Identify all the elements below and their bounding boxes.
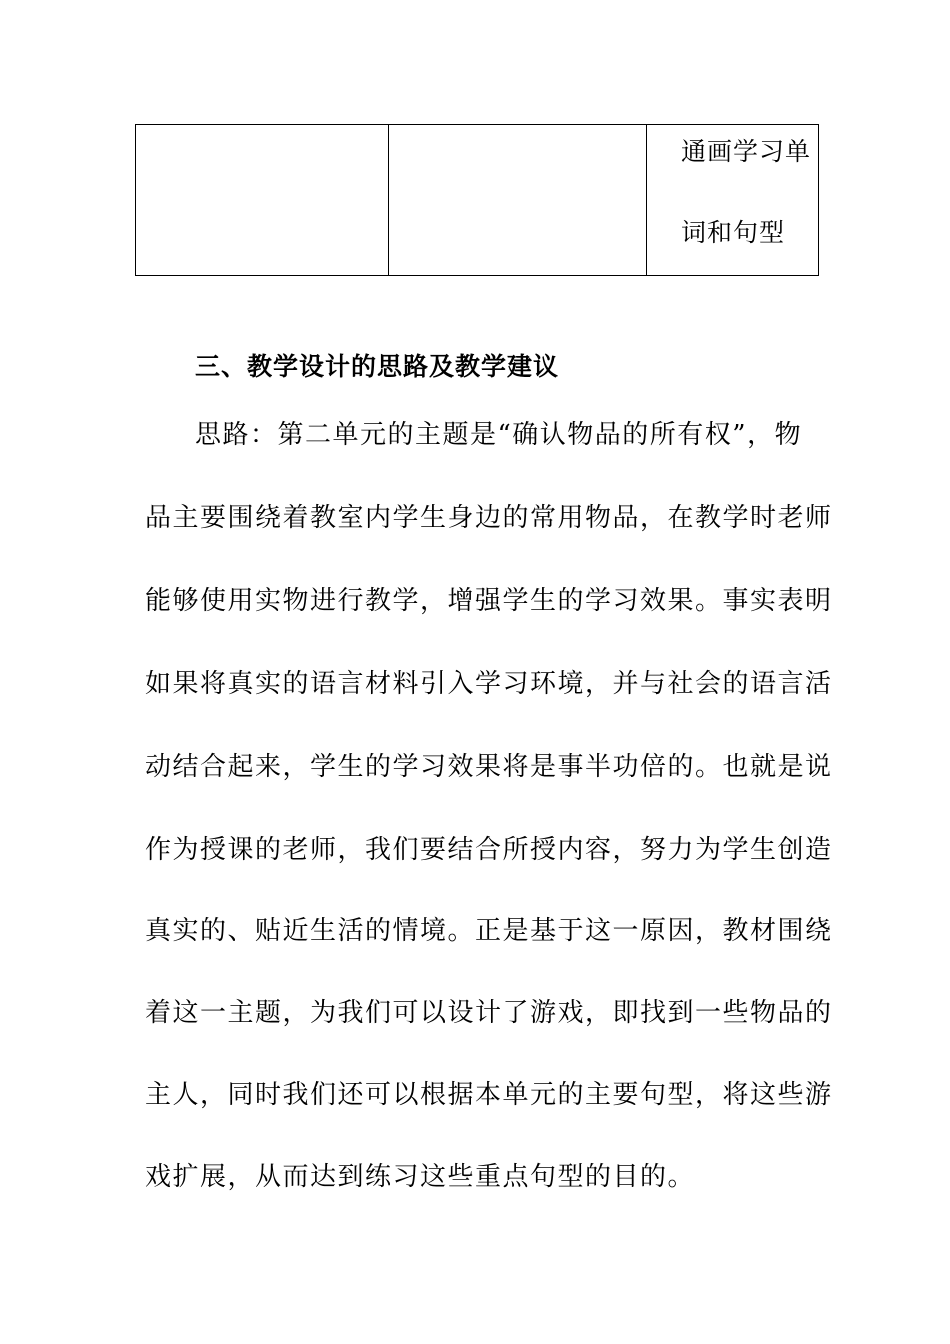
paragraph-line: 作为授课的老师，我们要结合所授内容，努力为学生创造 xyxy=(145,835,833,865)
paragraph-line: 戏扩展，从而达到练习这些重点句型的目的。 xyxy=(145,1162,696,1192)
table-column-divider xyxy=(646,125,647,275)
paragraph-line: 动结合起来，学生的学习效果将是事半功倍的。也就是说 xyxy=(145,752,833,782)
table-cell-text: 通画学习单 xyxy=(681,137,812,166)
paragraph-line: 思路：第二单元的主题是“确认物品的所有权”，物 xyxy=(195,420,803,450)
paragraph-line: 如果将真实的语言材料引入学习环境，并与社会的语言活 xyxy=(145,669,833,699)
paragraph-line: 能够使用实物进行教学，增强学生的学习效果。事实表明 xyxy=(145,586,833,616)
table-column-divider xyxy=(388,125,389,275)
section-heading: 三、教学设计的思路及教学建议 xyxy=(195,352,560,381)
paragraph-line: 品主要围绕着教室内学生身边的常用物品，在教学时老师 xyxy=(145,503,833,533)
paragraph-line: 真实的、贴近生活的情境。正是基于这一原因，教材围绕 xyxy=(145,916,833,946)
table-cell-text: 词和句型 xyxy=(681,218,786,247)
table-fragment xyxy=(135,124,819,276)
paragraph-line: 主人，同时我们还可以根据本单元的主要句型，将这些游 xyxy=(145,1080,833,1110)
paragraph-line: 着这一主题，为我们可以设计了游戏，即找到一些物品的 xyxy=(145,998,833,1028)
